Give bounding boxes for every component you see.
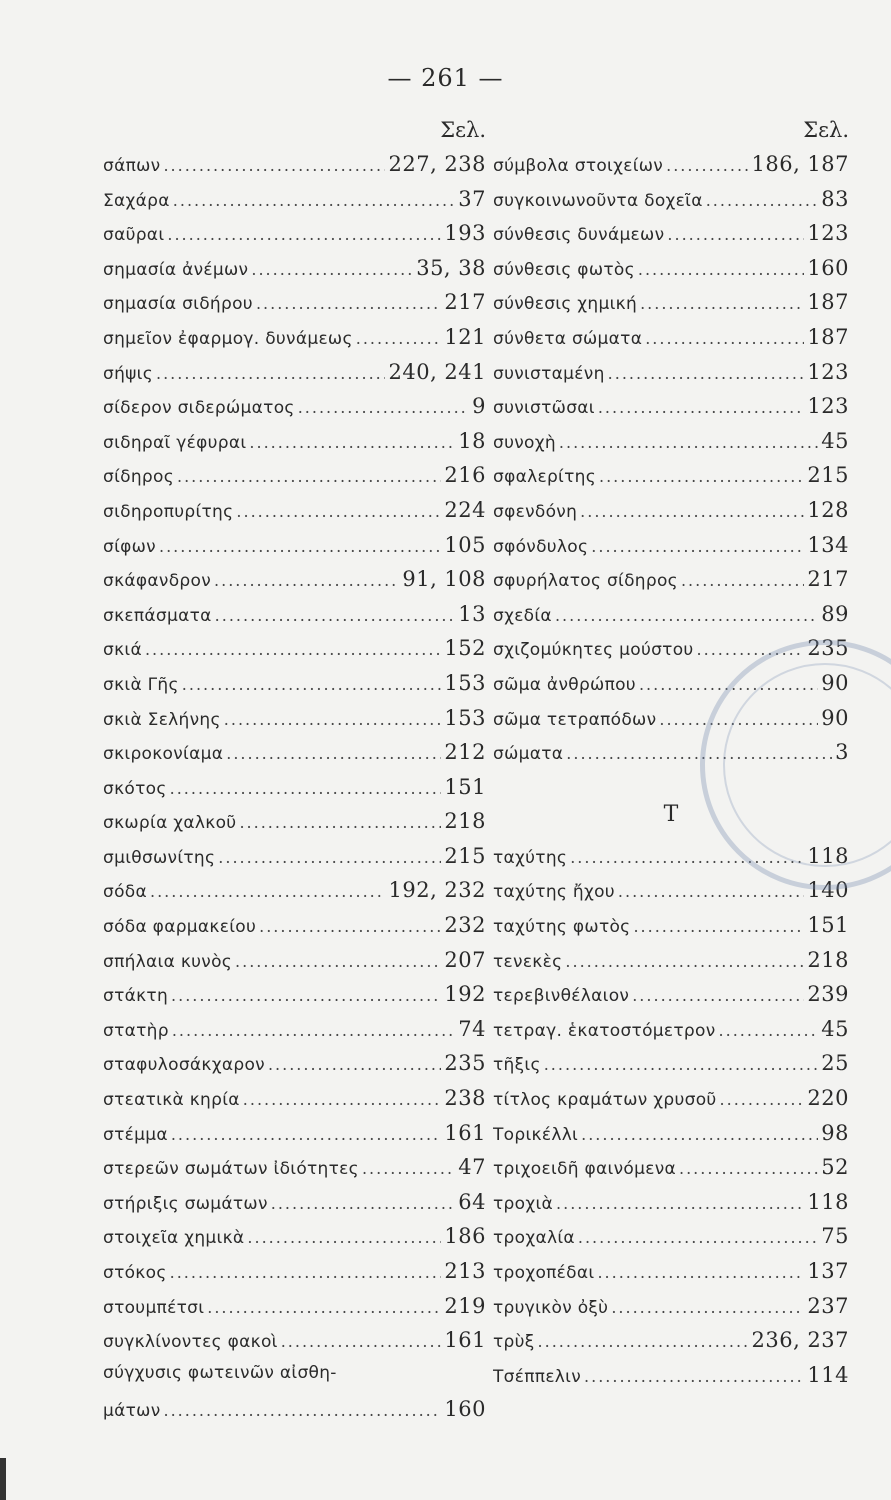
dot-leader [666, 156, 748, 175]
page-reference: 238 [444, 1086, 486, 1111]
index-entry [103, 567, 486, 602]
index-entry [493, 463, 849, 498]
dot-leader [164, 1401, 442, 1420]
dot-leader [247, 1228, 441, 1247]
index-term: τροχοπέδαι [493, 1263, 595, 1283]
index-entry [493, 394, 849, 429]
page-reference: 118 [807, 843, 849, 868]
index-term: σῶμα ἀνθρώπου [493, 674, 636, 695]
index-term: ταχύτης ἤχου [493, 882, 615, 903]
dot-leader [171, 1125, 442, 1144]
dot-leader [177, 467, 441, 486]
page-reference: 83 [821, 186, 849, 211]
index-entry [493, 1328, 849, 1363]
page-reference: 75 [821, 1224, 849, 1249]
dot-leader [667, 225, 804, 244]
page-reference: 213 [444, 1259, 486, 1283]
page-reference: 187 [807, 290, 849, 315]
index-term: σόδα [103, 882, 147, 903]
page-reference: 98 [821, 1120, 849, 1145]
page-reference: 218 [807, 947, 849, 972]
index-term: σταφυλοσάκχαρον [103, 1055, 265, 1076]
index-entry [103, 394, 486, 429]
index-term: σαῦραι [103, 225, 165, 246]
index-entry [493, 913, 849, 948]
index-term: συνοχὴ [493, 432, 556, 453]
index-entry [103, 740, 486, 775]
page-reference: 161 [444, 1120, 486, 1145]
dot-leader [207, 1298, 441, 1317]
page-reference: 186 [444, 1224, 486, 1249]
index-entry [103, 602, 486, 637]
index-term: σύνθετα σώματα [493, 328, 643, 349]
index-entry [493, 221, 849, 256]
index-term: τροχαλία [493, 1228, 575, 1249]
index-term: σάπων [103, 156, 161, 176]
index-term: σίδερον σιδερώματος [103, 398, 295, 419]
index-entry [103, 187, 486, 222]
index-entry [103, 290, 486, 325]
page-reference: 224 [444, 497, 486, 522]
index-entry [493, 533, 849, 568]
dot-leader [598, 398, 805, 417]
section-letter-tau: Τ [663, 801, 679, 827]
dot-leader [584, 1367, 804, 1386]
page-reference: 239 [807, 982, 849, 1007]
index-term: συγκλίνοντες φακοὶ [103, 1332, 278, 1353]
index-term: στέμμα [103, 1124, 168, 1145]
dot-leader [645, 329, 804, 348]
dot-leader [597, 1263, 804, 1282]
page-reference: 219 [444, 1293, 486, 1318]
index-term: τερεβινθέλαιον [493, 986, 630, 1007]
index-term: σκιροκονίαμα [103, 744, 224, 765]
dot-leader [150, 882, 386, 901]
index-term: στερεῶν σωμάτων ἰδιότητες [103, 1159, 359, 1180]
index-term: ταχύτης φωτὸς [493, 917, 631, 938]
index-entry [493, 1224, 849, 1259]
index-term: Τορικέλλι [493, 1124, 579, 1145]
dot-leader [167, 225, 441, 244]
page-reference: 74 [458, 1016, 486, 1041]
index-term: σιδηροπυρίτης [103, 501, 234, 522]
page-reference: 45 [821, 428, 849, 453]
index-entry [103, 256, 486, 291]
index-term: Σαχάρα [103, 190, 170, 211]
index-entry [493, 567, 849, 602]
dot-leader [559, 433, 818, 452]
index-entry [103, 1328, 486, 1363]
index-entry [103, 1121, 486, 1156]
page-reference: 9 [472, 394, 486, 419]
index-entry [493, 1086, 849, 1121]
page-reference: 237 [807, 1293, 849, 1318]
index-entry [103, 221, 486, 256]
dot-leader [271, 1194, 456, 1213]
index-entry [103, 706, 486, 741]
index-entry [493, 429, 849, 464]
index-entry [493, 498, 849, 533]
page-reference: 47 [458, 1155, 486, 1180]
dot-leader [591, 537, 804, 556]
page-reference: 217 [444, 290, 486, 315]
page-reference: 160 [444, 1397, 486, 1422]
page-reference: 192 [444, 982, 486, 1007]
dot-leader [362, 1159, 455, 1178]
dot-leader [214, 571, 399, 590]
page-reference: 37 [458, 186, 486, 211]
index-term: σώματα [493, 744, 564, 765]
dot-leader [679, 1159, 818, 1178]
page-reference: 90 [821, 705, 849, 730]
index-entry [103, 1224, 486, 1259]
index-term: σύνθεσις δυνάμεων [493, 225, 665, 246]
page-reference: 151 [444, 774, 486, 799]
dot-leader [599, 467, 804, 486]
page-reference: 215 [807, 463, 849, 488]
index-term: συγκοινωνοῦντα δοχεῖα [493, 190, 703, 211]
index-entry [103, 1294, 486, 1329]
dot-leader [243, 1090, 442, 1109]
index-entry [103, 463, 486, 498]
dot-leader [156, 364, 385, 383]
dot-leader [163, 156, 385, 175]
dot-leader [706, 191, 819, 210]
page-reference: 35, 38 [416, 255, 486, 280]
dot-leader [681, 571, 804, 590]
index-term: σκάφανδρον [103, 571, 212, 592]
index-term: τρὺξ [493, 1332, 535, 1353]
index-entry [103, 1190, 486, 1225]
dot-leader [256, 294, 441, 313]
page-reference: 186, 187 [751, 152, 849, 176]
dot-leader [632, 986, 804, 1005]
index-term: Τσέππελιν [493, 1366, 582, 1387]
index-term: ταχύτης [493, 847, 568, 868]
index-entry [103, 844, 486, 879]
page-reference: 91, 108 [402, 567, 486, 592]
dot-leader [226, 744, 441, 763]
index-term: στουμπέτσι [103, 1297, 205, 1318]
margin-mark [0, 1458, 6, 1500]
dot-leader [173, 191, 455, 210]
index-term: συνιστῶσαι [493, 398, 595, 419]
page-reference: 140 [807, 878, 849, 903]
index-entry [103, 325, 486, 360]
dot-leader [170, 779, 442, 798]
index-entry [493, 187, 849, 222]
page-reference: 227, 238 [388, 152, 486, 176]
dot-leader [239, 813, 441, 832]
dot-leader [608, 364, 805, 383]
dot-leader [565, 952, 804, 971]
index-term: σύγχυσις φωτεινῶν αἰσθη- [103, 1362, 337, 1383]
index-list-right-tau [493, 844, 849, 1398]
index-entry [493, 256, 849, 291]
column-header-left: Σελ. [440, 118, 486, 142]
index-term: σημασία σιδήρου [103, 294, 253, 315]
index-term: στάκτη [103, 986, 169, 1007]
page-reference: 192, 232 [388, 878, 486, 903]
index-term: σκιά [103, 640, 142, 661]
index-entry [103, 533, 486, 568]
dot-leader [236, 502, 441, 521]
index-entry [493, 1363, 849, 1398]
dot-leader [633, 917, 804, 936]
index-term: σφαλερίτης [493, 467, 596, 488]
page-reference: 153 [444, 670, 486, 695]
index-entry [103, 775, 486, 810]
index-term: μάτων [103, 1401, 161, 1422]
index-term: σῶμα τετραπόδων [493, 709, 657, 730]
page-reference: 235 [807, 636, 849, 661]
page-reference: 114 [807, 1362, 849, 1387]
index-term: σμιθσωνίτης [103, 847, 216, 868]
index-entry [103, 1397, 486, 1432]
dot-leader [235, 952, 441, 971]
page-number: — 261 — [387, 64, 504, 92]
index-term: σόδα φαρμακείου [103, 917, 257, 938]
dot-leader [298, 398, 469, 417]
dot-leader [720, 1090, 805, 1109]
index-term: στεατικὰ κηρία [103, 1090, 240, 1111]
dot-leader [638, 260, 805, 279]
dot-leader [581, 1125, 818, 1144]
index-entry [103, 1086, 486, 1121]
index-entry [493, 360, 849, 395]
index-entry [103, 636, 486, 671]
dot-leader [578, 1228, 818, 1247]
index-term: στόκος [103, 1263, 167, 1283]
page-reference: 25 [821, 1051, 849, 1076]
page-reference: 128 [807, 497, 849, 522]
dot-leader [580, 502, 804, 521]
index-entry [493, 1017, 849, 1052]
index-list-left [103, 152, 486, 1432]
index-term: σκιὰ Σελήνης [103, 709, 221, 730]
index-term: τροχιὰ [493, 1193, 554, 1214]
index-term: σκεπάσματα [103, 605, 212, 626]
dot-leader [719, 1021, 819, 1040]
index-entry [493, 1051, 849, 1086]
index-entry [493, 948, 849, 983]
dot-leader [224, 710, 442, 729]
index-entry [493, 1121, 849, 1156]
page-reference: 217 [807, 567, 849, 592]
page-reference: 52 [821, 1155, 849, 1180]
index-term: σύμβολα στοιχείων [493, 156, 664, 176]
index-entry [103, 360, 486, 395]
index-term: στήριξις σωμάτων [103, 1193, 268, 1214]
dot-leader [215, 606, 456, 625]
index-entry [103, 1259, 486, 1294]
page-reference: 137 [807, 1259, 849, 1283]
index-term: στατὴρ [103, 1020, 169, 1041]
index-entry [493, 1294, 849, 1329]
dot-leader [640, 294, 804, 313]
index-entry [103, 982, 486, 1017]
index-column-left [103, 118, 486, 1432]
index-term: στοιχεῖα χημικὰ [103, 1228, 245, 1249]
index-entry [103, 152, 486, 187]
page-reference: 193 [444, 221, 486, 246]
page-reference: 235 [444, 1051, 486, 1076]
index-entry [103, 671, 486, 706]
index-term: τενεκὲς [493, 951, 563, 972]
dot-leader [171, 986, 441, 1005]
dot-leader [556, 1194, 804, 1213]
index-term: σίδηρος [103, 467, 174, 488]
page-reference: 123 [807, 221, 849, 246]
dot-leader [618, 882, 804, 901]
page-reference: 118 [807, 1189, 849, 1214]
index-entry [493, 290, 849, 325]
dot-leader [251, 260, 413, 279]
index-term: σημεῖον ἐφαρμογ. δυνάμεως [103, 328, 353, 349]
dot-leader [249, 433, 455, 452]
index-entry [103, 913, 486, 948]
index-term: τίτλος κραμάτων χρυσοῦ [493, 1090, 717, 1111]
index-entry [103, 1155, 486, 1190]
page-reference: 153 [444, 705, 486, 730]
page-reference: 236, 237 [751, 1328, 849, 1353]
page-reference: 45 [821, 1016, 849, 1041]
index-term: σήψις [103, 363, 153, 384]
index-entry [493, 1259, 849, 1294]
dot-leader [259, 917, 441, 936]
page-reference: 3 [835, 740, 849, 765]
dot-leader [281, 1332, 442, 1351]
page-reference: 152 [444, 636, 486, 661]
index-entry [103, 948, 486, 983]
index-term: σφόνδυλος [493, 536, 589, 557]
index-term: σκωρία χαλκοῦ [103, 813, 237, 834]
index-term: σφενδόνη [493, 501, 578, 522]
dot-leader [356, 329, 442, 348]
index-entry [493, 1155, 849, 1190]
page-reference: 240, 241 [388, 359, 486, 384]
page-reference: 13 [458, 601, 486, 626]
page-reference: 134 [807, 532, 849, 557]
index-term: τετραγ. ἑκατοστόμετρον [493, 1020, 716, 1041]
index-term: σίφων [103, 536, 156, 557]
page-reference: 232 [444, 913, 486, 938]
page-reference: 105 [444, 532, 486, 557]
index-term: σπήλαια κυνὸς [103, 951, 233, 972]
page-reference: 123 [807, 394, 849, 419]
index-entry [103, 498, 486, 533]
dot-leader [544, 1055, 819, 1074]
page-reference: 216 [444, 463, 486, 488]
page-reference: 218 [444, 809, 486, 834]
page-reference: 121 [444, 324, 486, 349]
index-term: σφυρήλατος σίδηρος [493, 571, 678, 592]
index-term: σιδηραῖ γέφυραι [103, 432, 247, 453]
index-entry [103, 809, 486, 844]
index-term: τῆξις [493, 1055, 541, 1076]
dot-leader [268, 1055, 441, 1074]
page-reference: 207 [444, 947, 486, 972]
page-reference: 64 [458, 1189, 486, 1214]
page-reference: 161 [444, 1328, 486, 1353]
page-reference: 220 [807, 1086, 849, 1111]
index-entry [493, 152, 849, 187]
page-reference: 90 [821, 670, 849, 695]
dot-leader [159, 537, 441, 556]
dot-leader [145, 640, 441, 659]
index-entry [103, 1363, 486, 1398]
page-reference: 187 [807, 324, 849, 349]
index-entry [103, 1051, 486, 1086]
index-term: σχιζομύκητες μούστου [493, 640, 694, 661]
index-entry [493, 602, 849, 637]
dot-leader [538, 1332, 749, 1351]
dot-leader [611, 1298, 804, 1317]
index-term: σκότος [103, 778, 167, 799]
page-reference: 212 [444, 740, 486, 765]
dot-leader [555, 606, 818, 625]
index-term: σύνθεσις χημική [493, 294, 638, 315]
page-reference: 151 [807, 913, 849, 938]
index-term: συνισταμένη [493, 363, 605, 384]
dot-leader [170, 1263, 442, 1282]
index-term: τριχοειδῆ φαινόμενα [493, 1159, 676, 1180]
index-entry [493, 1190, 849, 1225]
dot-leader [182, 675, 442, 694]
dot-leader [218, 848, 441, 867]
index-entry [103, 878, 486, 913]
index-entry [103, 429, 486, 464]
index-term: σκιὰ Γῆς [103, 674, 179, 695]
index-term: σχεδία [493, 605, 552, 626]
index-term: τρυγικὸν ὀξὺ [493, 1297, 609, 1318]
page-reference: 160 [807, 255, 849, 280]
index-term: σημασία ἀνέμων [103, 259, 249, 280]
index-entry [103, 1017, 486, 1052]
page-reference: 18 [458, 428, 486, 453]
page-reference: 215 [444, 843, 486, 868]
dot-leader [172, 1021, 455, 1040]
index-entry [493, 325, 849, 360]
column-header-right: Σελ. [803, 118, 849, 142]
index-term: σύνθεσις φωτὸς [493, 259, 635, 280]
page-reference: 123 [807, 359, 849, 384]
page-reference: 89 [821, 601, 849, 626]
index-entry [493, 982, 849, 1017]
